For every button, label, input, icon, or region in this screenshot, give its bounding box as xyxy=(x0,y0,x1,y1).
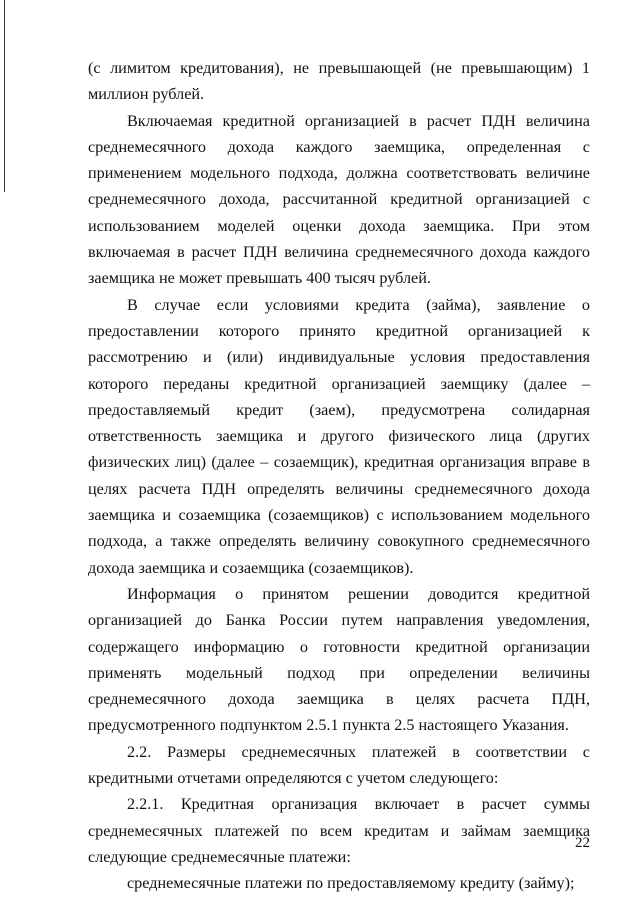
paragraph-notification: Информация о принятом решении доводится кредитной организацией до Банка России путем направления уведомления, содержащего информацию о готовности кредитной организации применять модельный подход при определении величины среднемесячного дохода заемщика в целях расчета ПДН, предусмотренного подпунктом 2.5.1 пункта 2.5 настоящего Указания. xyxy=(88,584,590,735)
paragraph-continuation: (с лимитом кредитования), не превышающей (не превышающим) 1 миллион рублей. xyxy=(88,59,590,104)
page-number: 22 xyxy=(575,835,590,851)
paragraph-section-2-2: 2.2. Размеры среднемесячных платежей в соответствии с кредитными отчетами определяются с учетом следующего: xyxy=(88,742,590,788)
paragraph-co-borrower: В случае если условиями кредита (займа), заявление о предоставлении которого принято кредитной организацией к рассмотрению и (или) индивидуальные условия предоставления которого переданы кредитной организацией заемщику (далее – предоставляемый кредит (заем), предусмотрена солидарная ответственность заемщика и другого физического лица (других физических лиц) (далее – созаемщик), кредитная организация вправе в целях расчета ПДН определять величины среднемесячного дохода заемщика и созаемщика (созаемщиков) с использованием модельного подхода, а также определять величину совокупного среднемесячного дохода заемщика и созаемщика (созаемщиков). xyxy=(88,295,590,577)
scan-edge-line xyxy=(4,0,5,192)
paragraph-model-income: Включаемая кредитной организацией в расчет ПДН величина среднемесячного дохода каждого заемщика, определенная с применением модельного подхода, должна соответствовать величине среднемесячного дохода, рассчитанной кредитной организацией с использованием моделей оценки дохода заемщика. При этом включаемая в расчет ПДН величина среднемесячного дохода каждого заемщика не может превышать 400 тысяч рублей. xyxy=(88,111,590,288)
paragraph-list-item: среднемесячные платежи по предоставляемому кредиту (займу); xyxy=(127,874,575,893)
document-body xyxy=(88,55,590,897)
paragraph-section-2-2-1: 2.2.1. Кредитная организация включает в расчет суммы среднемесячных платежей по всем кредитам и займам заемщика следующие среднемесячные платежи: xyxy=(88,795,590,866)
